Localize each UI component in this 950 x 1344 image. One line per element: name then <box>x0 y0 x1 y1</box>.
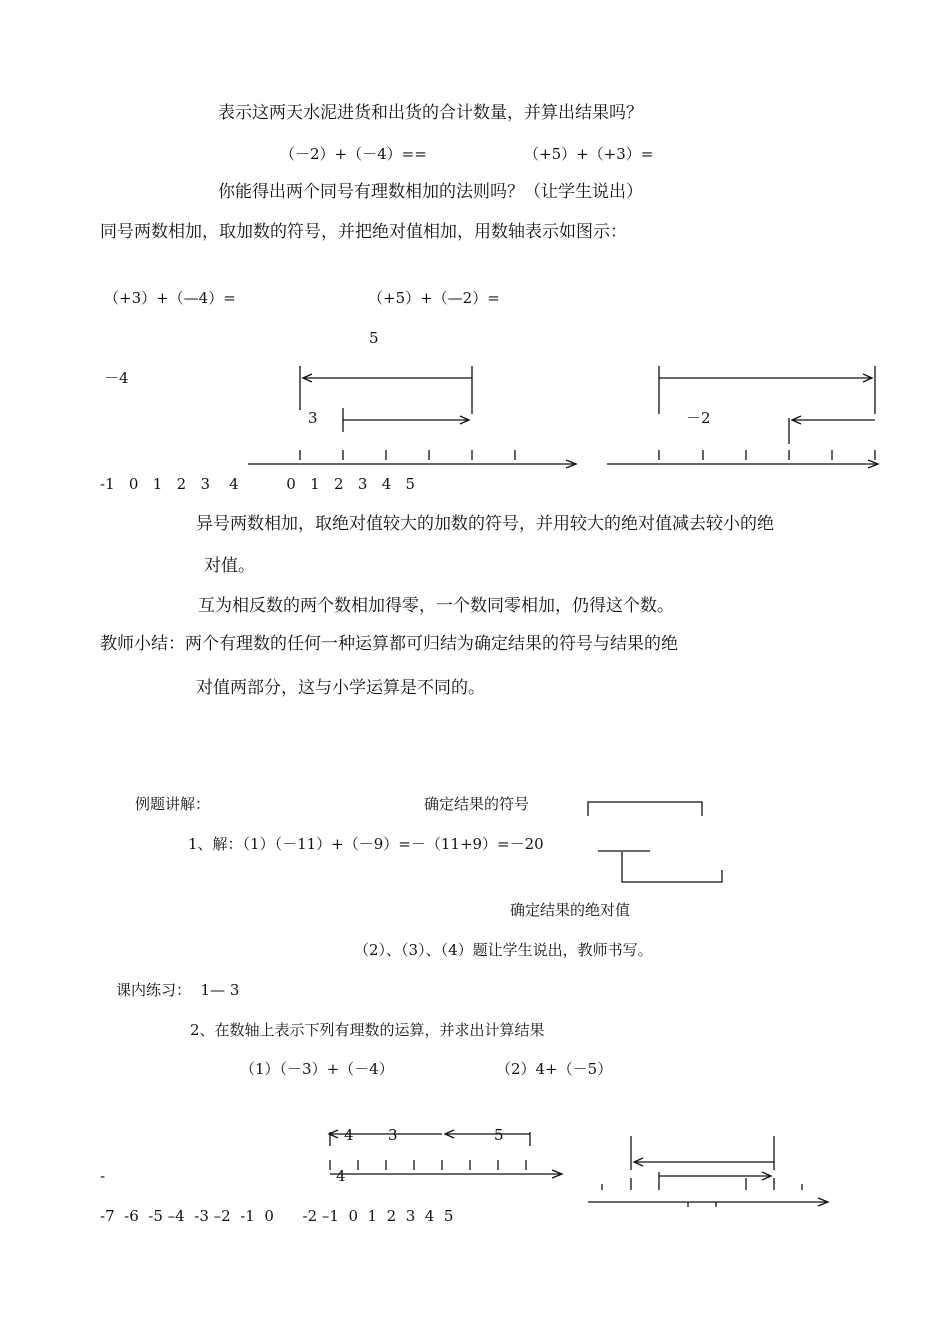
fig2-axis-labels: -7 -6 -5 –4 -3 –2 -1 0 -2 –1 0 1 2 3 4 5 <box>100 1207 454 1225</box>
practice-label: 课内练习： 1— 3 <box>116 981 240 999</box>
fig2-label-3: 3 <box>388 1126 398 1144</box>
fig2-label-5: 5 <box>494 1126 504 1144</box>
same-sign-rule: 同号两数相加，取加数的符号，并把绝对值相加，用数轴表示如图示： <box>100 222 627 242</box>
fig1-label-neg2: －2 <box>686 409 711 427</box>
question-2a: （1）（－3）+（－4） <box>240 1060 394 1078</box>
opposite-number-rule: 互为相反数的两个数相加得零，一个数同零相加，仍得这个数。 <box>198 596 674 616</box>
expression-pos5-neg2: （+5）+（—2）= <box>368 289 500 307</box>
sign-label: 确定结果的符号 <box>424 795 530 813</box>
fig2-label-4b: 4 <box>336 1167 346 1185</box>
expression-pos5-pos3: （+5）+（+3）= <box>524 145 654 163</box>
teacher-summary: 教师小结：两个有理数的任何一种运算都可归结为确定结果的符号与结果的绝 <box>100 634 678 654</box>
question-line: 表示这两天水泥进货和出货的合计数量，并算出结果吗？ <box>218 103 643 123</box>
question-2b: （2）4+（－5） <box>496 1060 613 1078</box>
teacher-summary-cont: 对值两部分，这与小学运算是不同的。 <box>196 678 485 698</box>
fig1-label-neg4: －4 <box>104 369 129 387</box>
diff-sign-rule: 异号两数相加，取绝对值较大的加数的符号，并用较大的绝对值减去较小的绝 <box>196 514 774 534</box>
fig1-axis-labels: -1 0 1 2 3 4 0 1 2 3 4 5 <box>100 475 416 493</box>
rule-question: 你能得出两个同号有理数相加的法则吗？（让学生说出） <box>218 182 643 202</box>
absolute-value-label: 确定结果的绝对值 <box>510 901 631 919</box>
expression-pos3-neg4: （+3）+（—4）= <box>104 289 236 307</box>
fig1-label-5: 5 <box>369 329 379 347</box>
fig2-label-dash: - <box>100 1167 106 1185</box>
example-title: 例题讲解： <box>135 795 211 813</box>
diff-sign-rule-cont: 对值。 <box>204 556 255 576</box>
expression-neg2-neg4: （－2）+（－4）== <box>280 145 427 163</box>
fig1-label-3: 3 <box>308 409 318 427</box>
exercise-note: （2）、（3）、（4）题让学生说出，教师书写。 <box>354 941 653 959</box>
example-1: 1、解：（1）（－11）+（－9）=－（11+9）=－20 <box>188 835 544 853</box>
fig2-label-4: 4 <box>344 1126 354 1144</box>
question-2: 2、在数轴上表示下列有理数的运算，并求出计算结果 <box>190 1021 545 1039</box>
